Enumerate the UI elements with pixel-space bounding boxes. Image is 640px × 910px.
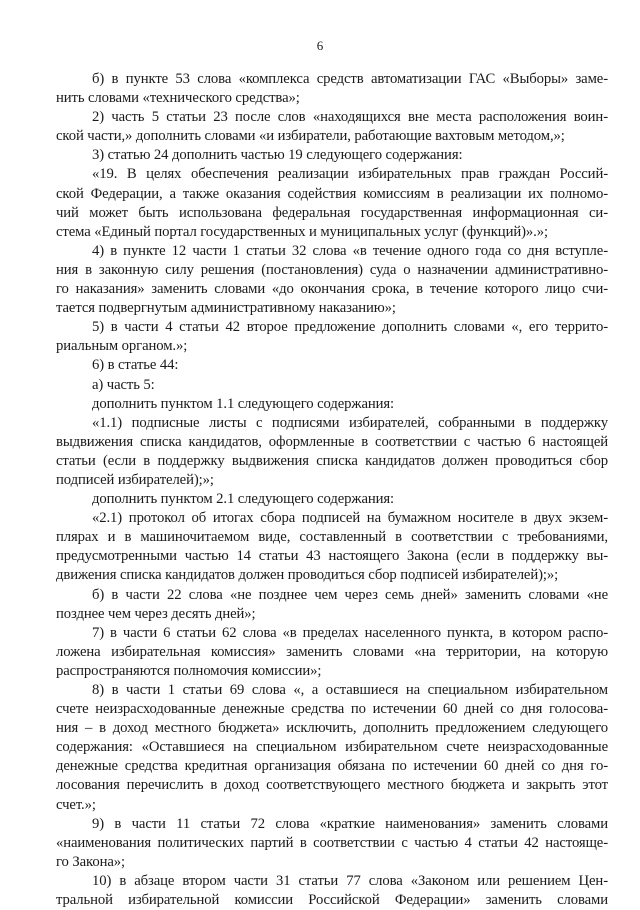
paragraph xyxy=(56,414,608,490)
text-line: выдвижения списка кандидатов, оформленные в соответствии с частью 6 настоящей xyxy=(56,433,608,450)
text-line: 10) в абзаце втором части 31 статьи 77 слова «Законом или решением Цен- xyxy=(92,872,608,889)
text-line: б) в пункте 53 слова «комплекса средств автоматизации ГАС «Выборы» заме- xyxy=(92,71,608,87)
text-line: статьи (если в поддержку выдвижения списка кандидатов должен проводиться сбор xyxy=(56,452,608,469)
text-line: счет.»; xyxy=(56,796,96,813)
text-line: «1.1) подписные листы с подписями избирателей, собранными в поддержку xyxy=(92,414,608,431)
text-line: подписей избирателей);»; xyxy=(56,471,214,488)
text-line: 4) в пункте 12 части 1 статьи 32 слова «в течение одного года со дня вступле- xyxy=(92,242,608,259)
paragraph xyxy=(56,490,608,509)
text-line: чий может быть использована федеральная государственная информационная си- xyxy=(56,204,608,221)
text-line: «19. В целях обеспечения реализации избирательных прав граждан Россий- xyxy=(92,166,608,183)
text-line: ложена избирательная комиссия» заменить словами «на территории, на которую xyxy=(56,643,608,660)
text-line: риальным органом.»; xyxy=(56,338,188,355)
text-line: го Закона»; xyxy=(56,853,125,870)
paragraph xyxy=(56,509,608,585)
paragraph xyxy=(56,872,608,910)
paragraph xyxy=(56,318,608,356)
text-line: позднее чем через десять дней»; xyxy=(56,605,256,622)
text-line: нить словами «технического средства»; xyxy=(56,90,300,107)
text-line: тральной избирательной комиссии Российской Федерации» заменить словами xyxy=(56,892,608,909)
text-line: 3) статью 24 дополнить частью 19 следующего содержания: xyxy=(92,147,463,164)
text-line: «2.1) протокол об итогах сбора подписей на бумажном носителе в двух экзем- xyxy=(92,510,608,527)
text-line: стема «Единый портал государственных и муниципальных услуг (функций)».»; xyxy=(56,223,548,240)
paragraph xyxy=(56,242,608,318)
text-line: тается подвергнутым административному наказанию»; xyxy=(56,300,396,317)
paragraph xyxy=(56,108,608,146)
paragraph xyxy=(56,70,608,108)
paragraph xyxy=(56,586,608,624)
document-body xyxy=(56,70,608,910)
text-line: ния в законную силу решения (постановления) суда о назначении административно- xyxy=(56,261,608,278)
text-line: лосования перечислить в доход соответствующего местного бюджета и закрыть этот xyxy=(56,777,608,794)
text-line: 9) в части 11 статьи 72 слова «краткие наименования» заменить словами xyxy=(92,815,608,832)
text-line: 8) в части 1 статьи 69 слова «, а оставшиеся на специальном избирательном xyxy=(92,682,608,698)
page-number: 6 xyxy=(316,38,324,53)
text-line: 2) часть 5 статьи 23 после слов «находящихся вне места расположения воин- xyxy=(92,109,608,126)
paragraph xyxy=(56,815,608,872)
paragraph xyxy=(56,376,608,395)
text-line: «наименования политических партий в соответствии с частью 4 статьи 42 настояще- xyxy=(56,834,608,851)
paragraph xyxy=(56,624,608,681)
text-line: денежные средства кредитная организация обязана по истечении 60 дней со дня го- xyxy=(56,758,608,775)
text-line: дополнить пунктом 1.1 следующего содержания: xyxy=(92,395,395,412)
text-line: ния – в доход местного бюджета» исключить, дополнить предложением следующего xyxy=(56,720,608,737)
text-line: счете неизрасходованные денежные средства по истечении 60 дней со дня голосова- xyxy=(56,701,608,718)
paragraph xyxy=(56,165,608,241)
paragraph xyxy=(56,146,608,165)
paragraph xyxy=(56,395,608,414)
paragraph xyxy=(56,356,608,375)
text-line: предусмотренными частью 14 статьи 43 настоящего Закона (если в поддержку вы- xyxy=(56,548,608,565)
text-line: плярах и в машиночитаемом виде, составленный в соответствии с требованиями, xyxy=(56,529,608,546)
text-line: ской Федерации, а также оказания содействия комиссиям в реализации их полномо- xyxy=(56,185,608,202)
text-line: дополнить пунктом 2.1 следующего содержания: xyxy=(92,491,395,508)
text-line: 5) в части 4 статьи 42 второе предложение дополнить словами «, его террито- xyxy=(92,319,608,336)
text-line: б) в части 22 слова «не позднее чем через семь дней» заменить словами «не xyxy=(92,586,608,603)
text-line: распространяются полномочия комиссии»; xyxy=(56,662,322,679)
text-line: а) часть 5: xyxy=(92,376,155,393)
text-line: содержания: «Оставшиеся на специальном избирательном счете неизрасходованные xyxy=(56,739,608,756)
text-line: движения списка кандидатов должен проводиться сбор подписей избирателей);»; xyxy=(56,567,559,584)
text-line: 7) в части 6 статьи 62 слова «в пределах населенного пункта, в котором распо- xyxy=(92,624,608,641)
text-line: го наказания» заменить словами «до окончания срока, в течение которого лицо счи- xyxy=(56,281,608,298)
paragraph xyxy=(56,681,608,815)
text-line: 6) в статье 44: xyxy=(92,357,179,374)
text-line: ской части,» дополнить словами «и избиратели, работающие вахтовым методом,»; xyxy=(56,128,565,145)
